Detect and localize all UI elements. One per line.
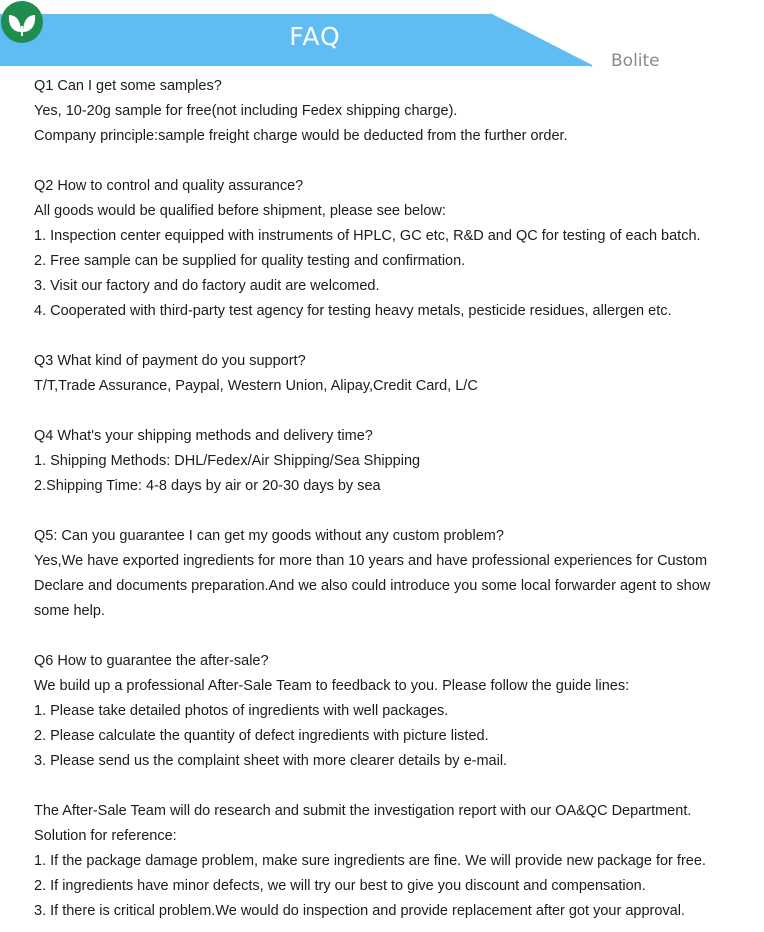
faq-answer-line: T/T,Trade Assurance, Paypal, Western Union, Alipay,Credit Card, L/C — [34, 378, 478, 394]
faq-answer-line: We build up a professional After-Sale Team to feedback to you. Please follow the guide lines: — [34, 678, 630, 694]
faq-answer-paragraph: Yes,We have exported ingredients for more than 10 years and have professional experiences for Custom Declare and documents preparation.And we also could introduce you some local forwarder agent to show some help. — [34, 553, 711, 619]
faq-answer-line: 3. Please send us the complaint sheet with more clearer details by e-mail. — [34, 753, 508, 769]
after-sale-line: 1. If the package damage problem, make sure ingredients are fine. We will provide new package for free. — [34, 853, 706, 869]
faq-question: Q3 What kind of payment do you support? — [34, 353, 306, 369]
after-sale-line: 3. If there is critical problem.We would do inspection and provide replacement after got your approval. — [34, 903, 685, 919]
faq-answer-line: 1. Please take detailed photos of ingredients with well packages. — [34, 703, 449, 719]
faq-answer-line: 2. Please calculate the quantity of defect ingredients with picture listed. — [34, 728, 489, 744]
faq-answer-line: 1. Shipping Methods: DHL/Fedex/Air Shipping/Sea Shipping — [34, 453, 421, 469]
after-sale-line: Solution for reference: — [34, 828, 177, 844]
spacer — [34, 399, 749, 424]
faq-answer-line: 2. Free sample can be supplied for quality testing and confirmation. — [34, 253, 466, 269]
spacer — [34, 149, 749, 174]
faq-banner — [0, 0, 764, 80]
brand-name: Bolite — [611, 51, 660, 71]
faq-answer-line: Yes, 10-20g sample for free(not including Fedex shipping charge). — [34, 103, 458, 119]
faq-question: Q2 How to control and quality assurance? — [34, 178, 304, 194]
faq-question: Q6 How to guarantee the after-sale? — [34, 653, 269, 669]
faq-question: Q5: Can you guarantee I can get my goods without any custom problem? — [34, 528, 504, 544]
page-title: FAQ — [289, 22, 341, 51]
faq-answer-line: 2.Shipping Time: 4-8 days by air or 20-30 days by sea — [34, 478, 381, 494]
faq-question: Q4 What's your shipping methods and delivery time? — [34, 428, 373, 444]
faq-answer-line: All goods would be qualified before shipment, please see below: — [34, 203, 446, 219]
after-sale-line: 2. If ingredients have minor defects, we will try our best to give you discount and compensation. — [34, 878, 646, 894]
faq-question: Q1 Can I get some samples? — [34, 78, 222, 94]
after-sale-line: The After-Sale Team will do research and submit the investigation report with our OA&QC Department. — [34, 803, 692, 819]
leaf-logo-icon — [0, 0, 44, 44]
faq-answer-line: 1. Inspection center equipped with instruments of HPLC, GC etc, R&D and QC for testing of each batch. — [34, 228, 701, 244]
faq-answer-line: Company principle:sample freight charge would be deducted from the further order. — [34, 128, 568, 144]
spacer — [34, 499, 749, 524]
faq-content — [34, 74, 749, 924]
spacer — [34, 324, 749, 349]
faq-answer-line: 4. Cooperated with third-party test agency for testing heavy metals, pesticide residues, allergen etc. — [34, 303, 672, 319]
faq-answer-line: 3. Visit our factory and do factory audit are welcomed. — [34, 278, 380, 294]
spacer — [34, 774, 749, 799]
spacer — [34, 624, 749, 649]
